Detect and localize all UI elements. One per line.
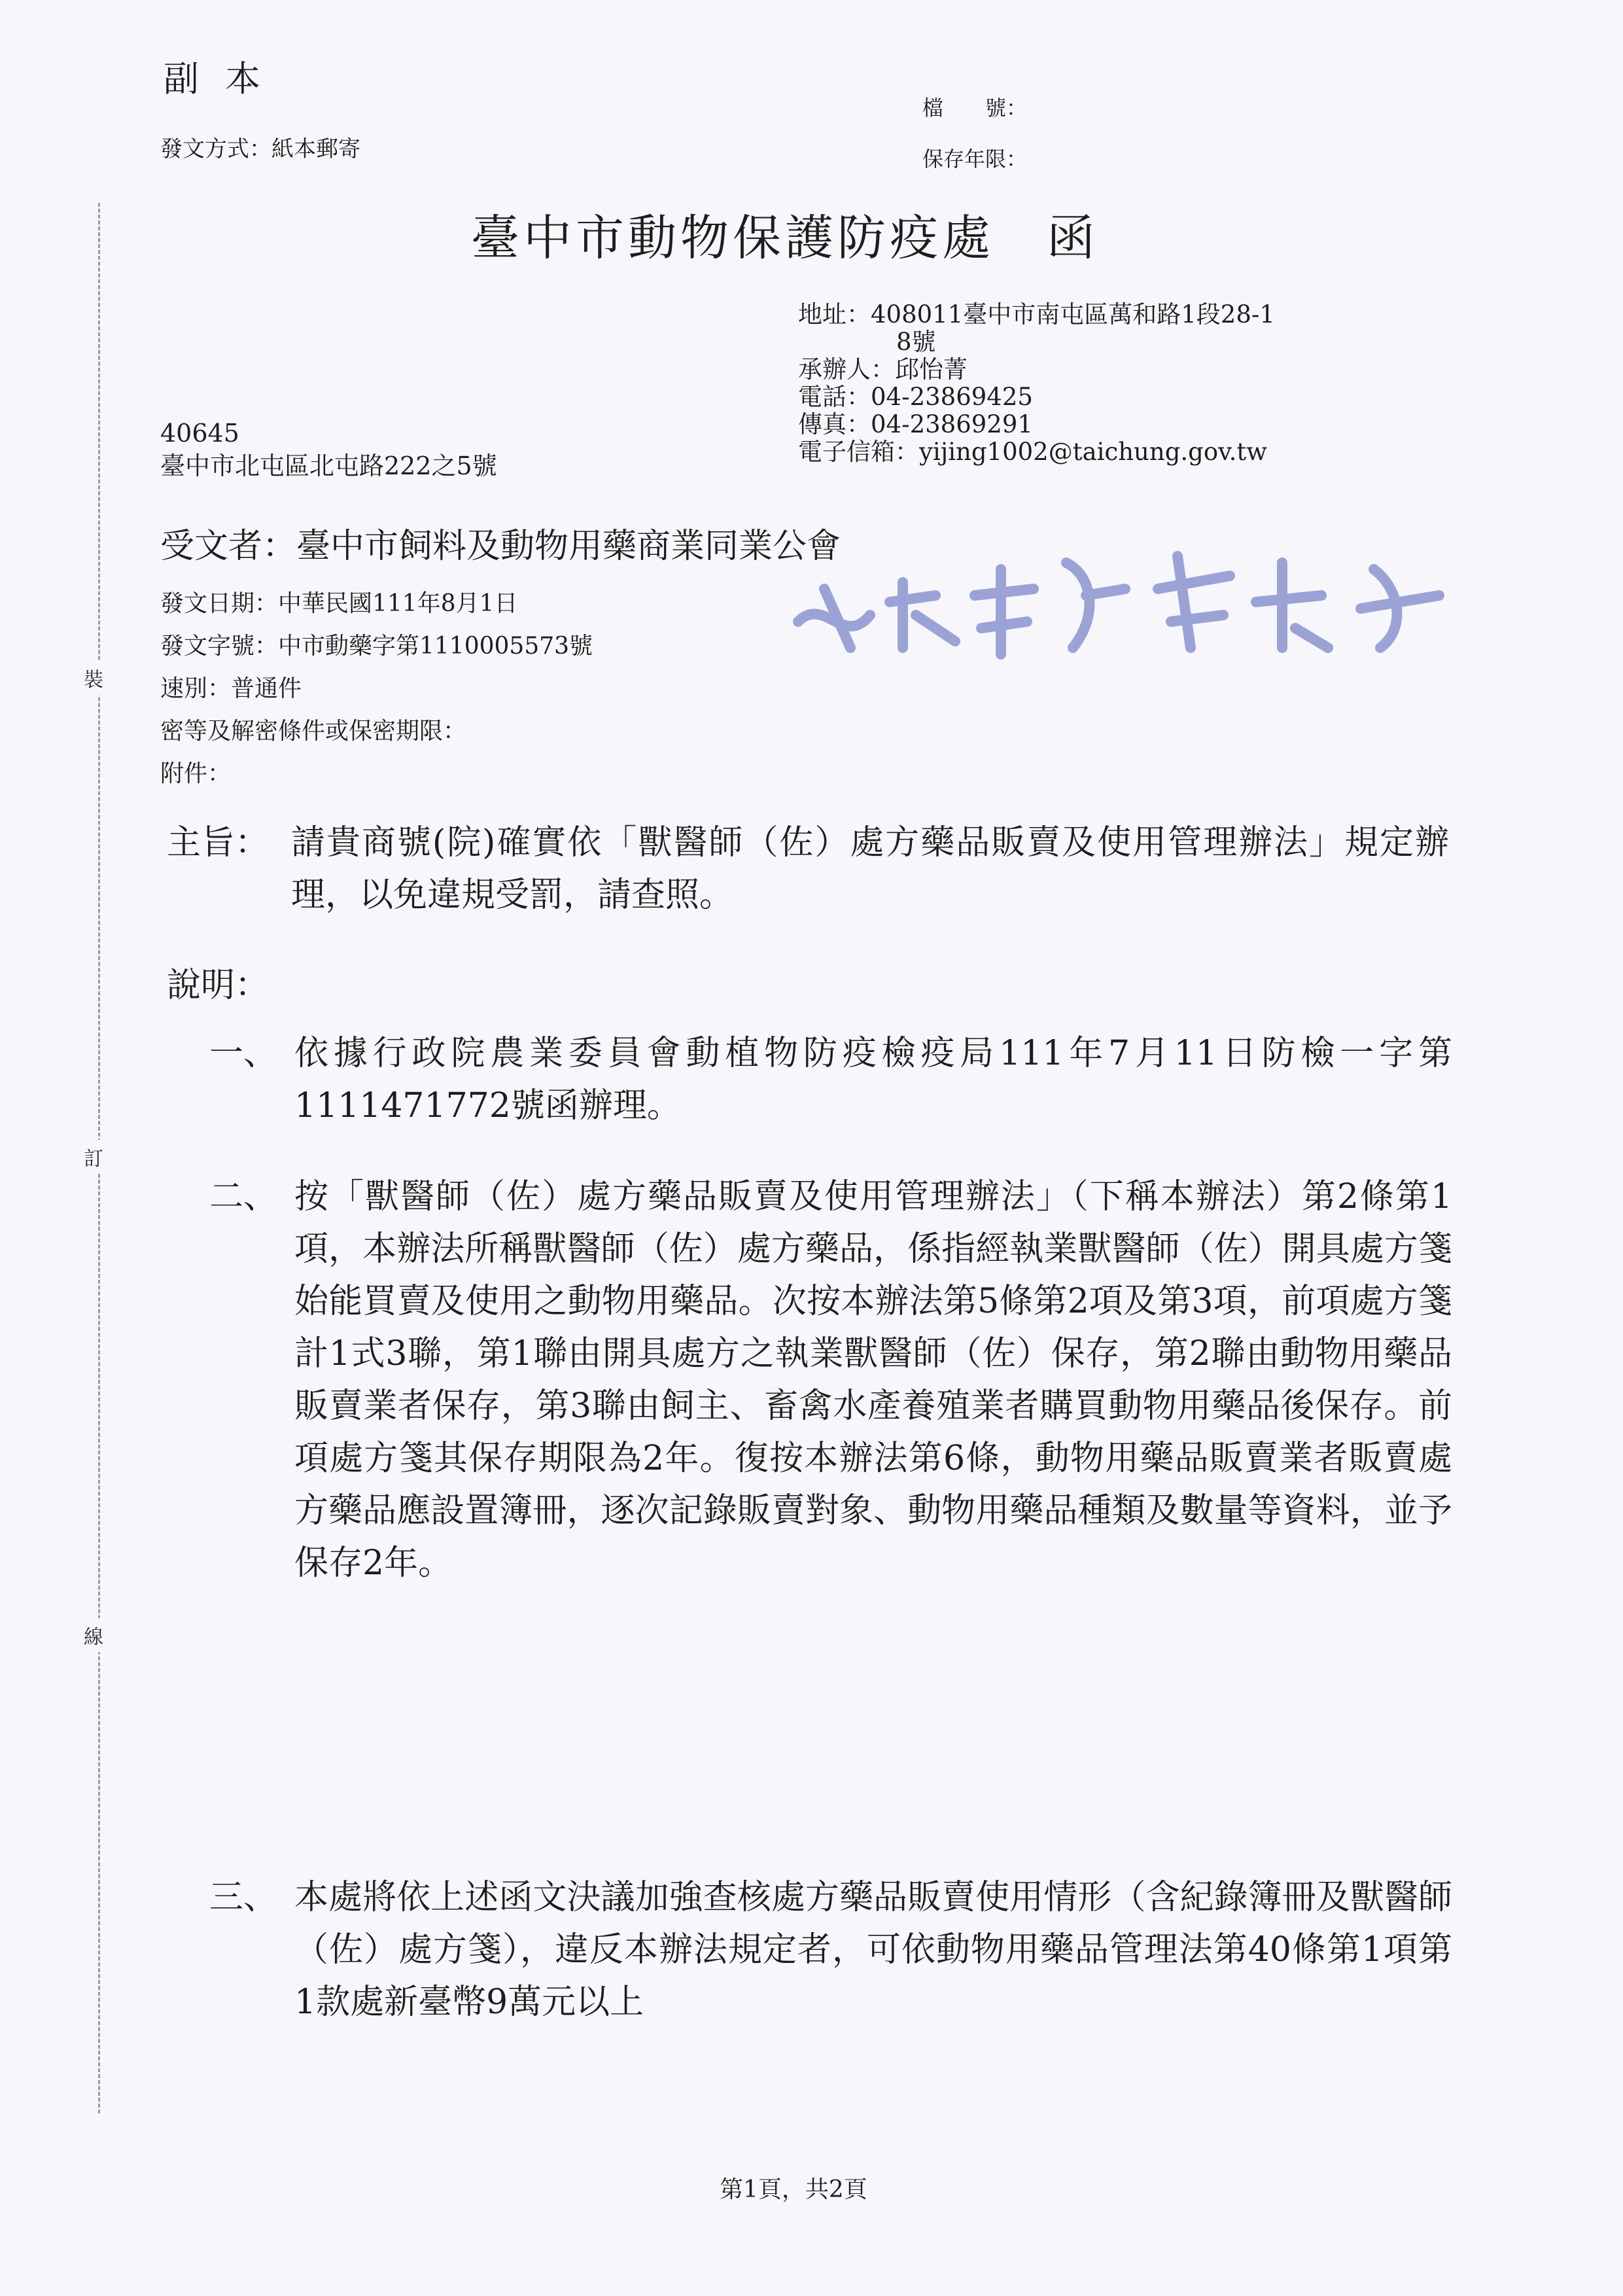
speed-class: 速別：普通件 [160,675,302,702]
item-number: 三、 [209,1878,278,1917]
sender-contact: 承辦人：邱怡菁 [798,355,968,383]
sender-phone: 電話：04-23869425 [798,383,1033,411]
explanation-item-2 [209,1171,1452,1589]
subject [167,817,1449,921]
recipient-address [160,417,497,482]
sender-email: 電子信箱：yijing1002@taichung.gov.tw [798,438,1267,466]
binding-label-top: 裝 [84,661,103,695]
item-number: 二、 [209,1177,278,1216]
attachments: 附件： [160,760,232,787]
recipient-postal-code: 40645 [160,419,239,448]
binding-label-middle: 訂 [84,1140,103,1174]
archive-number-label: 檔 號： [922,96,1028,120]
item-text: 依據行政院農業委員會動植物防疫檢疫局111年7月11日防檢一字第1111471772號函辦理。 [294,1034,1452,1125]
explanation-item-1 [209,1027,1452,1132]
subject-text: 請貴商號(院)確實依「獸醫師（佐）處方藥品販賣及使用管理辦法」規定辦理，以免違規受罰，請查照。 [291,823,1449,915]
retention-period-label: 保存年限： [922,147,1028,171]
item-number: 一、 [209,1034,278,1073]
explanation-heading: 說明： [167,966,270,1005]
subject-label: 主旨： [167,823,270,862]
stamp-mark [785,517,1465,661]
document-meta [160,582,593,795]
document-title: 臺中市動物保護防疫處 函 [471,210,1099,266]
sender-fax: 傳真：04-23869291 [798,410,1033,438]
binding-label-bottom: 線 [84,1618,103,1652]
send-method: 發文方式：紙本郵寄 [160,136,360,162]
item-text: 本處將依上述函文決議加強查核處方藥品販賣使用情形（含紀錄簿冊及獸醫師（佐）處方箋），違反本辦法規定者，可依動物用藥品管理法第40條第1項第1款處新臺幣9萬元以上 [294,1878,1452,2022]
recipient: 受文者：臺中市飼料及動物用藥商業同業公會 [160,527,841,566]
page-footer: 第1頁，共2頁 [720,2176,867,2203]
explanation-item-3 [209,1871,1452,2028]
document-number: 發文字號：中市動藥字第1110005573號 [160,633,593,660]
issue-date: 發文日期：中華民國111年8月1日 [160,590,518,617]
sender-info [798,301,1275,466]
secrecy-level: 密等及解密條件或保密期限： [160,718,467,745]
item-text: 按「獸醫師（佐）處方藥品販賣及使用管理辦法」（下稱本辦法）第2條第1項，本辦法所稱獸醫師（佐）處方藥品，係指經執業獸醫師（佐）開具處方箋始能買賣及使用之動物用藥品。次按本辦法第5條第2項及第3項，前項處方箋計1式3聯，第1聯由開具處方之執業獸醫師（佐）保存，第2聯由動物用藥品販賣業者保存，第3聯由飼主、畜禽水產養殖業者購買動物用藥品後保存。前項處方箋其保存期限為2年。復按本辦法第6條，動物用藥品販賣業者販賣處方藥品應設置簿冊，逐次記錄販賣對象、動物用藥品種類及數量等資料，並予保存2年。 [294,1177,1452,1583]
copy-mark: 副本 [164,58,287,99]
recipient-street: 臺中市北屯區北屯路222之5號 [160,451,497,480]
sender-address-cont: 8號 [896,328,936,356]
sender-address: 地址：408011臺中市南屯區萬和路1段28-1 [798,300,1275,328]
